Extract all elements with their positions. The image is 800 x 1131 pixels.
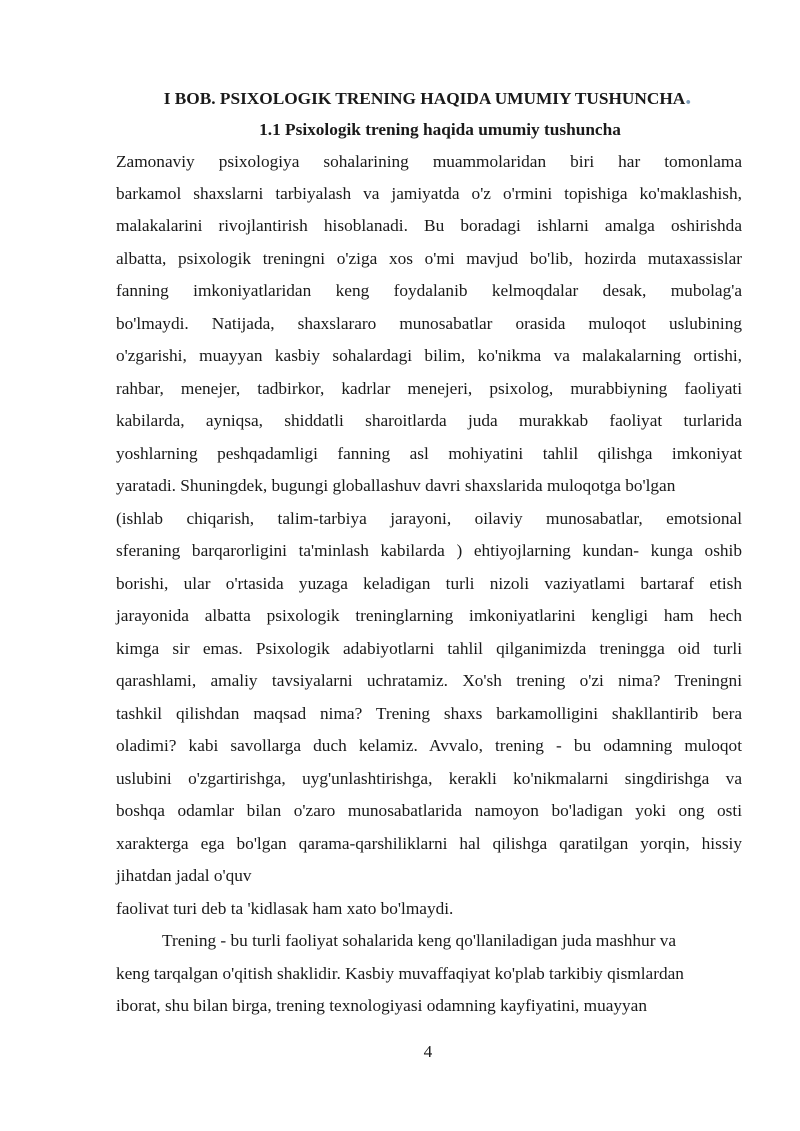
body-text-line: yoshlarning peshqadamligi fanning asl mohiyatini tahlil qilishga imkoniyat [116,444,742,463]
body-text-line: boshqa odamlar bilan o'zaro munosabatlarida namoyon bo'ladigan yoki ong osti [116,801,742,820]
body-text-line: kabilarda, ayniqsa, shiddatli sharoitlarda juda murakkab faoliyat turlarida [116,411,742,430]
body-text-line: jarayonida albatta psixologik treninglarning imkoniyatlarini kengligi ham hech [116,606,742,625]
body-text-line: qarashlami, amaliy tavsiyalarni uchratamiz. Xo'sh trening o'zi nima? Treningni [116,671,742,690]
body-text-line: tashkil qilishdan maqsad nima? Trening shaxs barkamolligini shakllantirib bera [116,704,742,723]
body-text-line: yaratadi. Shuningdek, bugungi globallashuv davri shaxslarida muloqotga bo'lgan [116,476,676,495]
body-text-line: malakalarini rivojlantirish hisoblanadi. Bu boradagi ishlarni amalga oshirishda [116,216,742,235]
page-number: 4 [423,1042,433,1061]
body-text-line: faolivat turi deb ta 'kidlasak ham xato bo'lmaydi. [116,899,454,918]
body-text-line: borishi, ular o'rtasida yuzaga keladigan turli nizoli vaziyatlami bartaraf etish [116,574,742,593]
body-text-line: sferaning barqarorligini ta'minlash kabilarda ) ehtiyojlarning kundan- kunga oshib [116,541,742,560]
paragraph-first-line: Trening - bu turli faoliyat sohalarida keng qo'llaniladigan juda mashhur va [162,931,677,950]
body-text-line: Zamonaviy psixologiya sohalarining muammolaridan biri har tomonlama [116,152,742,171]
body-text-line: xarakterga ega bo'lgan qarama-qarshiliklarni hal qilishga qaratilgan yorqin, hissiy [116,834,742,853]
body-text-line: uslubini o'zgartirishga, uyg'unlashtirishga, kerakli ko'nikmalarni singdirishga va [116,769,742,788]
body-text-line: albatta, psixologik treningni o'ziga xos o'mi mavjud bo'lib, hozirda mutaxassislar [116,249,742,268]
body-text-line: iborat, shu bilan birga, trening texnologiyasi odamning kayfiyatini, muayyan [116,996,647,1015]
section-title: 1.1 Psixologik trening haqida umumiy tushuncha [259,120,621,139]
body-text-line: o'zgarishi, muayyan kasbiy sohalardagi bilim, ko'nikma va malakalarning ortishi, [116,346,742,365]
body-text-line: kimga sir emas. Psixologik adabiyotlarni tahlil qilganimizda treningga oid turli [116,639,742,658]
body-text-line: (ishlab chiqarish, talim-tarbiya jarayoni, oilaviy munosabatlar, emotsional [116,509,742,528]
chapter-title-text: I BOB. PSIXOLOGIK TRENING HAQIDA UMUMIY TUSHUNCHA [163,89,686,108]
chapter-title-dot: . [685,84,692,110]
body-text-line: jihatdan jadal o'quv [116,866,252,885]
body-text-line: keng tarqalgan o'qitish shaklidir. Kasbiy muvaffaqiyat ko'plab tarkibiy qismlardan [116,964,684,983]
body-text-line: bo'lmaydi. Natijada, shaxslararo munosabatlar orasida muloqot uslubining [116,314,742,333]
body-text-line: oladimi? kabi savollarga duch kelamiz. Avvalo, trening - bu odamning muloqot [116,736,742,755]
chapter-title [0,84,800,110]
body-text-line: barkamol shaxslarni tarbiyalash va jamiyatda o'z o'rmini topishiga ko'maklashish, [116,184,742,203]
body-text-line: rahbar, menejer, tadbirkor, kadrlar menejeri, psixolog, murabbiyning faoliyati [116,379,742,398]
body-text-line: fanning imkoniyatlaridan keng foydalanib kelmoqdalar desak, mubolag'a [116,281,742,300]
